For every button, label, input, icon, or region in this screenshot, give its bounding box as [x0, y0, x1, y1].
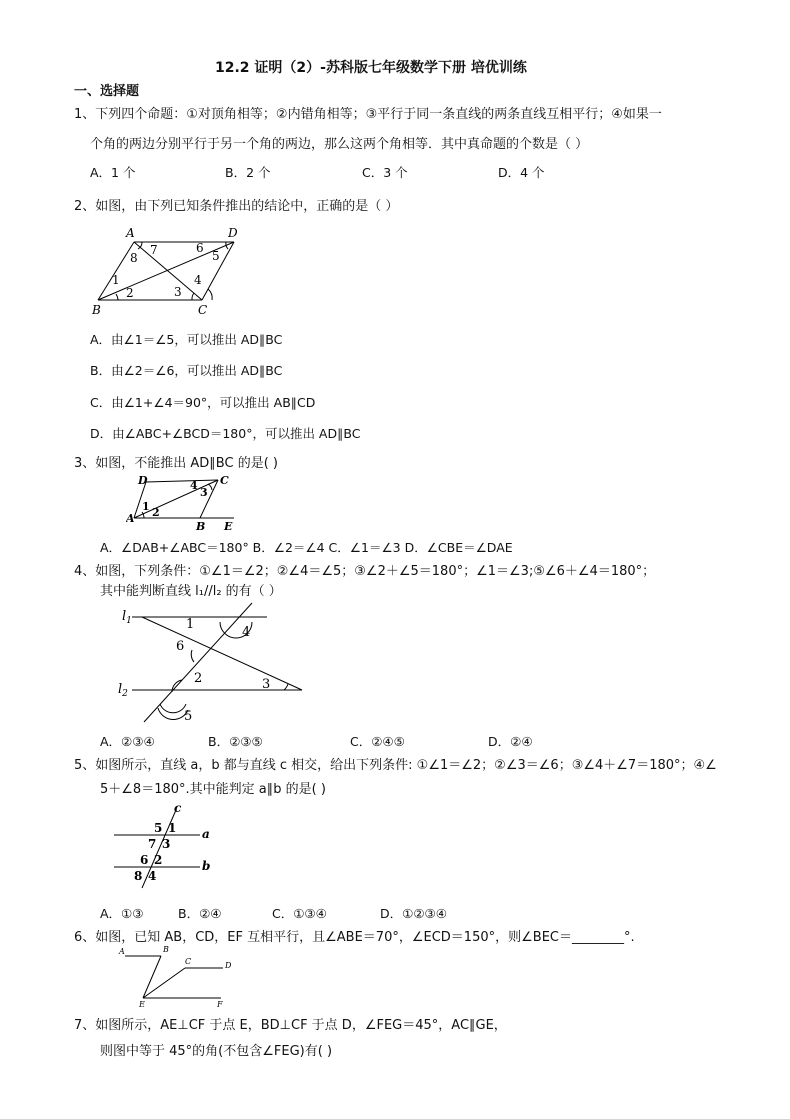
q4-angle-6: 6 — [176, 639, 185, 654]
question-7-line-2: 则图中等于 45°的角(不包含∠FEG)有( ) — [100, 1044, 333, 1059]
q5-angle-6: 6 — [140, 853, 149, 867]
q2-figure — [88, 222, 258, 318]
q2-label-b: B — [92, 303, 101, 317]
q2-angle-6: 6 — [196, 241, 204, 255]
q2-angle-4: 4 — [194, 273, 202, 287]
q4-angle-1: 1 — [186, 617, 195, 632]
q4-option-b: B．②③⑤ — [208, 734, 263, 749]
q1-option-c: C．3 个 — [362, 165, 408, 180]
question-7-line-1: 7、如图所示，AE⊥CF 于点 E，BD⊥CF 于点 D，∠FEG＝45°，AC∥GE， — [74, 1018, 507, 1033]
q1-option-b: B．2 个 — [225, 165, 271, 180]
q6-label-d: D — [225, 961, 232, 970]
q5-angle-5: 5 — [154, 821, 163, 835]
q4-label-l1: $l_1$ — [122, 609, 132, 626]
q3-angle-1: 1 — [142, 500, 150, 513]
q3-angle-3: 3 — [200, 486, 208, 499]
q3-label-e: E — [224, 520, 233, 532]
q5-option-a: A．①③ — [100, 906, 144, 921]
q5-label-a: a — [202, 827, 210, 841]
question-5-line-1: 5、如图所示，直线 a，b 都与直线 c 相交，给出下列条件: ①∠1＝∠2；②∠3＝∠6；③∠4＋∠7＝180°；④∠ — [74, 758, 717, 773]
q4-label-l2: $l_2$ — [118, 682, 128, 699]
q4-angle-4: 4 — [242, 625, 251, 640]
q5-angle-8: 8 — [134, 869, 143, 883]
q3-label-c: C — [220, 474, 229, 487]
question-4-line-1: 4、如图，下列条件：①∠1＝∠2；②∠4＝∠5；③∠2＋∠5＝180°；∠1＝∠3;⑤∠6＋∠4＝180°； — [74, 564, 656, 579]
question-5-line-2: 5＋∠8＝180°.其中能判定 a∥b 的是( ) — [100, 782, 326, 797]
q3-options: A．∠DAB+∠ABC＝180° B．∠2＝∠4 C．∠1＝∠3 D．∠CBE＝∠DAE — [100, 540, 513, 555]
q2-label-d: D — [228, 226, 238, 240]
q5-label-b: b — [202, 859, 211, 873]
q4-option-d: D．②④ — [488, 734, 533, 749]
q3-angle-2: 2 — [152, 506, 160, 519]
question-1-line-1: 1、下列四个命题：①对顶角相等；②内错角相等；③平行于同一条直线的两条直线互相平行；④如果一 — [74, 107, 662, 122]
q4-figure — [112, 600, 322, 730]
q3-label-a: A — [126, 512, 135, 525]
q2-angle-5: 5 — [212, 249, 220, 263]
q2-angle-3: 3 — [174, 285, 182, 299]
q2-label-c: C — [198, 303, 208, 317]
q5-angle-2: 2 — [154, 853, 163, 867]
q5-label-c: c — [174, 801, 182, 815]
page-title: 12.2 证明（2）-苏科版七年级数学下册 培优训练 — [215, 60, 527, 76]
q4-option-a: A．②③④ — [100, 734, 155, 749]
q1-option-a: A．1 个 — [90, 165, 136, 180]
q3-figure — [126, 472, 236, 532]
question-1-line-2: 个角的两边分别平行于另一个角的两边，那么这两个角相等．其中真命题的个数是（ ） — [90, 137, 589, 152]
q6-label-e: E — [139, 1000, 145, 1008]
q2-angle-1: 1 — [112, 273, 120, 287]
question-2-line-1: 2、如图，由下列已知条件推出的结论中，正确的是（ ） — [74, 199, 399, 214]
q6-label-f: F — [217, 1000, 223, 1008]
q2-option-b: B．由∠2＝∠6，可以推出 AD∥BC — [90, 363, 283, 378]
q6-label-c: C — [185, 957, 192, 966]
q6-label-a: A — [119, 947, 125, 956]
q4-option-c: C．②④⑤ — [350, 734, 405, 749]
question-6-line-1: 6、如图，已知 AB，CD，EF 互相平行，且∠ABE＝70°，∠ECD＝150°，则∠BEC＝________°. — [74, 930, 635, 945]
q3-angle-4: 4 — [190, 479, 198, 492]
q5-angle-3: 3 — [162, 837, 171, 851]
question-3-line-1: 3、如图，不能推出 AD∥BC 的是( ) — [74, 456, 278, 471]
q2-label-a: A — [126, 226, 135, 240]
q2-angle-8: 8 — [130, 251, 138, 265]
q2-angle-7: 7 — [150, 243, 158, 257]
q5-option-b: B．②④ — [178, 906, 222, 921]
q3-label-d: D — [138, 474, 148, 487]
q5-option-c: C．①③④ — [272, 906, 327, 921]
q3-label-b: B — [196, 520, 206, 532]
q5-angle-1: 1 — [168, 821, 177, 835]
q2-angle-2: 2 — [126, 286, 134, 300]
q2-option-a: A．由∠1＝∠5，可以推出 AD∥BC — [90, 332, 283, 347]
q2-option-d: D．由∠ABC+∠BCD＝180°，可以推出 AD∥BC — [90, 426, 361, 441]
q4-angle-3: 3 — [262, 677, 271, 692]
q5-figure — [110, 800, 220, 892]
question-4-line-2: 其中能判断直线 l₁//l₂ 的有（ ） — [100, 584, 282, 599]
q4-angle-5: 5 — [184, 709, 193, 724]
q2-option-c: C．由∠1+∠4＝90°，可以推出 AB∥CD — [90, 395, 316, 410]
q6-label-b: B — [163, 945, 169, 954]
q6-figure — [115, 944, 245, 1008]
q5-angle-4: 4 — [148, 869, 157, 883]
q4-angle-2: 2 — [194, 671, 203, 686]
q5-option-d: D．①②③④ — [380, 906, 447, 921]
q5-angle-7: 7 — [148, 837, 157, 851]
q1-option-d: D．4 个 — [498, 165, 545, 180]
section-heading: 一、选择题 — [74, 84, 140, 99]
